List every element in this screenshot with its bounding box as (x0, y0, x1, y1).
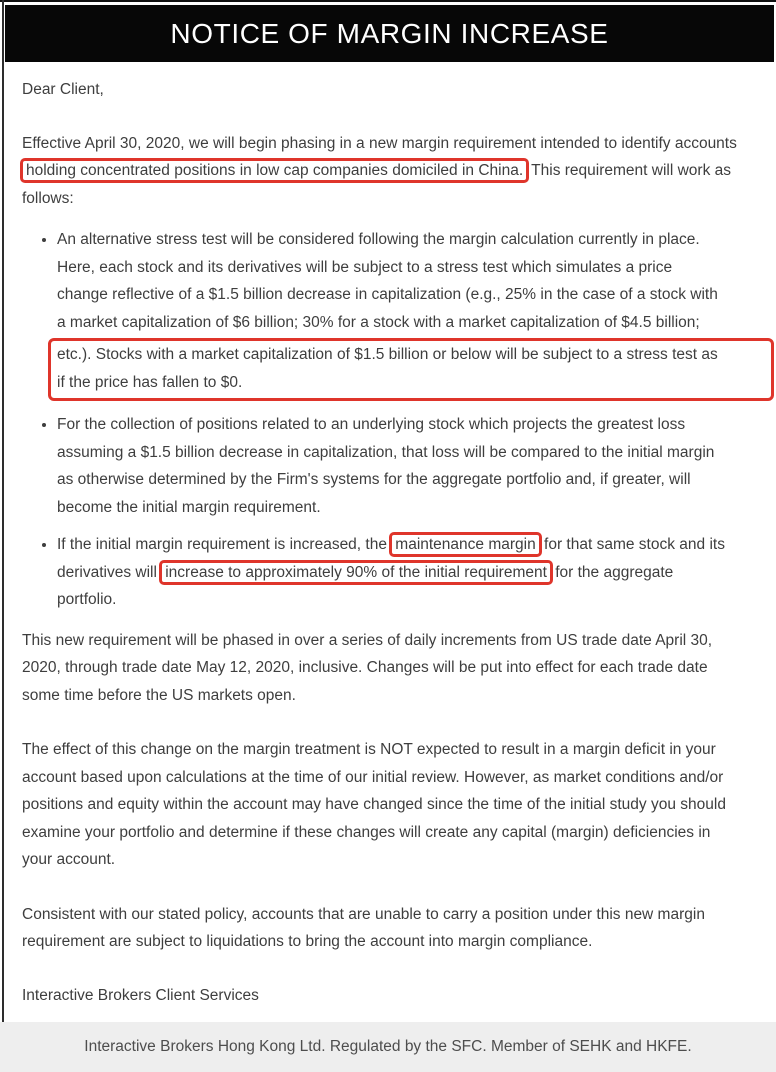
text-line (22, 819, 762, 847)
paragraphs-section (22, 627, 762, 956)
salutation: Dear Client, (22, 81, 104, 98)
text-segment: examine your portfolio and determine if these changes will create any capital (margin) deficiencies in (22, 823, 711, 841)
text-line (22, 627, 762, 655)
paragraph (22, 901, 762, 956)
paragraph (22, 736, 762, 874)
footer-text: Interactive Brokers Hong Kong Ltd. Regulated by the SFC. Member of SEHK and HKFE. (84, 1038, 692, 1055)
bullet-list (22, 226, 762, 614)
text-line (57, 254, 762, 282)
text-line (57, 369, 767, 397)
text-segment: your account. (22, 851, 116, 868)
text-line (22, 157, 762, 185)
text-line (22, 928, 762, 956)
top-border-line (0, 0, 776, 2)
highlight-box (48, 338, 774, 401)
text-line (22, 846, 762, 874)
letter-body (0, 62, 776, 1009)
text-line (57, 439, 762, 467)
header-bar (5, 5, 774, 62)
text-segment: The effect of this change on the margin treatment is NOT expected to result in a margin deficit in your (22, 741, 716, 758)
text-segment: change reflective of a $1.5 billion decrease in capitalization (e.g., 25% in the case of a stock with (57, 286, 718, 303)
text-segment: This new requirement will be phased in over a series of daily increments from US trade date April 30, (22, 631, 713, 649)
text-line (22, 791, 762, 819)
text-segment: some time before the US markets open. (22, 686, 296, 704)
text-segment: follows: (22, 189, 74, 207)
text-line (57, 531, 762, 559)
bullet-item (57, 531, 762, 614)
page-title: NOTICE OF MARGIN INCREASE (170, 17, 609, 49)
text-segment: for the aggregate (550, 563, 674, 581)
text-segment: If the initial margin requirement is increased, the (57, 536, 392, 553)
text-line (57, 226, 762, 254)
left-border-line (2, 0, 4, 1022)
text-segment: 2020, through trade date May 12, 2020, inclusive. Changes will be put into effect for each trade date (22, 659, 708, 676)
paragraph (22, 627, 762, 710)
bullet-item (57, 226, 762, 401)
text-segment: An alternative stress test will be considered following the margin calculation currently in place. (57, 231, 700, 248)
text-segment: Here, each stock and its derivatives will be subject to a stress test which simulates a price (57, 258, 673, 276)
signature: Interactive Brokers Client Services (22, 986, 259, 1004)
text-line (22, 682, 762, 710)
intro-paragraph (22, 130, 762, 213)
text-line (57, 341, 767, 369)
text-segment: Consistent with our stated policy, accounts that are unable to carry a position under this new margin (22, 905, 705, 923)
text-segment: etc.). Stocks with a market capitalization of $1.5 billion or below will be subject to a stress test as (57, 346, 718, 363)
bullet-item (57, 411, 762, 521)
text-line (57, 281, 762, 309)
text-segment: requirement are subject to liquidations to bring the account into margin compliance. (22, 933, 593, 950)
text-line (57, 559, 762, 587)
text-line (57, 411, 762, 439)
text-line (22, 185, 762, 213)
text-segment: for that same stock and its (539, 536, 725, 553)
text-segment: For the collection of positions related to an underlying stock which projects the greatest loss (57, 416, 686, 433)
text-line (57, 494, 762, 522)
text-line (57, 466, 762, 494)
text-line (22, 654, 762, 682)
text-segment: assuming a $1.5 billion decrease in capitalization, that loss will be compared to the initial margin (57, 443, 715, 461)
text-line (22, 130, 762, 158)
text-segment: as otherwise determined by the Firm's systems for the aggregate portfolio and, if greater, will (57, 471, 691, 488)
text-segment: a market capitalization of $6 billion; 30% for a stock with a market capitalization of $4.5 billion; (57, 313, 700, 331)
text-segment: account based upon calculations at the time of our initial review. However, as market conditions and/or (22, 768, 724, 786)
highlighted-phrase: holding concentrated positions in low cap companies domiciled in China. (20, 158, 529, 183)
text-line (57, 586, 762, 614)
text-line (22, 736, 762, 764)
text-line (22, 764, 762, 792)
text-segment: if the price has fallen to $0. (57, 373, 243, 391)
highlighted-phrase: increase to approximately 90% of the initial requirement (159, 560, 553, 585)
text-segment: portfolio. (57, 591, 117, 608)
footer-bar (0, 1022, 776, 1072)
text-segment: Effective April 30, 2020, we will begin phasing in a new margin requirement intended to identify accounts (22, 134, 737, 152)
highlighted-phrase: maintenance margin (389, 532, 541, 557)
text-line (57, 309, 762, 337)
text-segment: become the initial margin requirement. (57, 498, 321, 516)
text-segment: positions and equity within the account may have changed since the time of the initial study you should (22, 796, 726, 813)
text-segment: derivatives will (57, 563, 162, 581)
text-segment: This requirement will work as (527, 162, 732, 179)
text-line (22, 901, 762, 929)
